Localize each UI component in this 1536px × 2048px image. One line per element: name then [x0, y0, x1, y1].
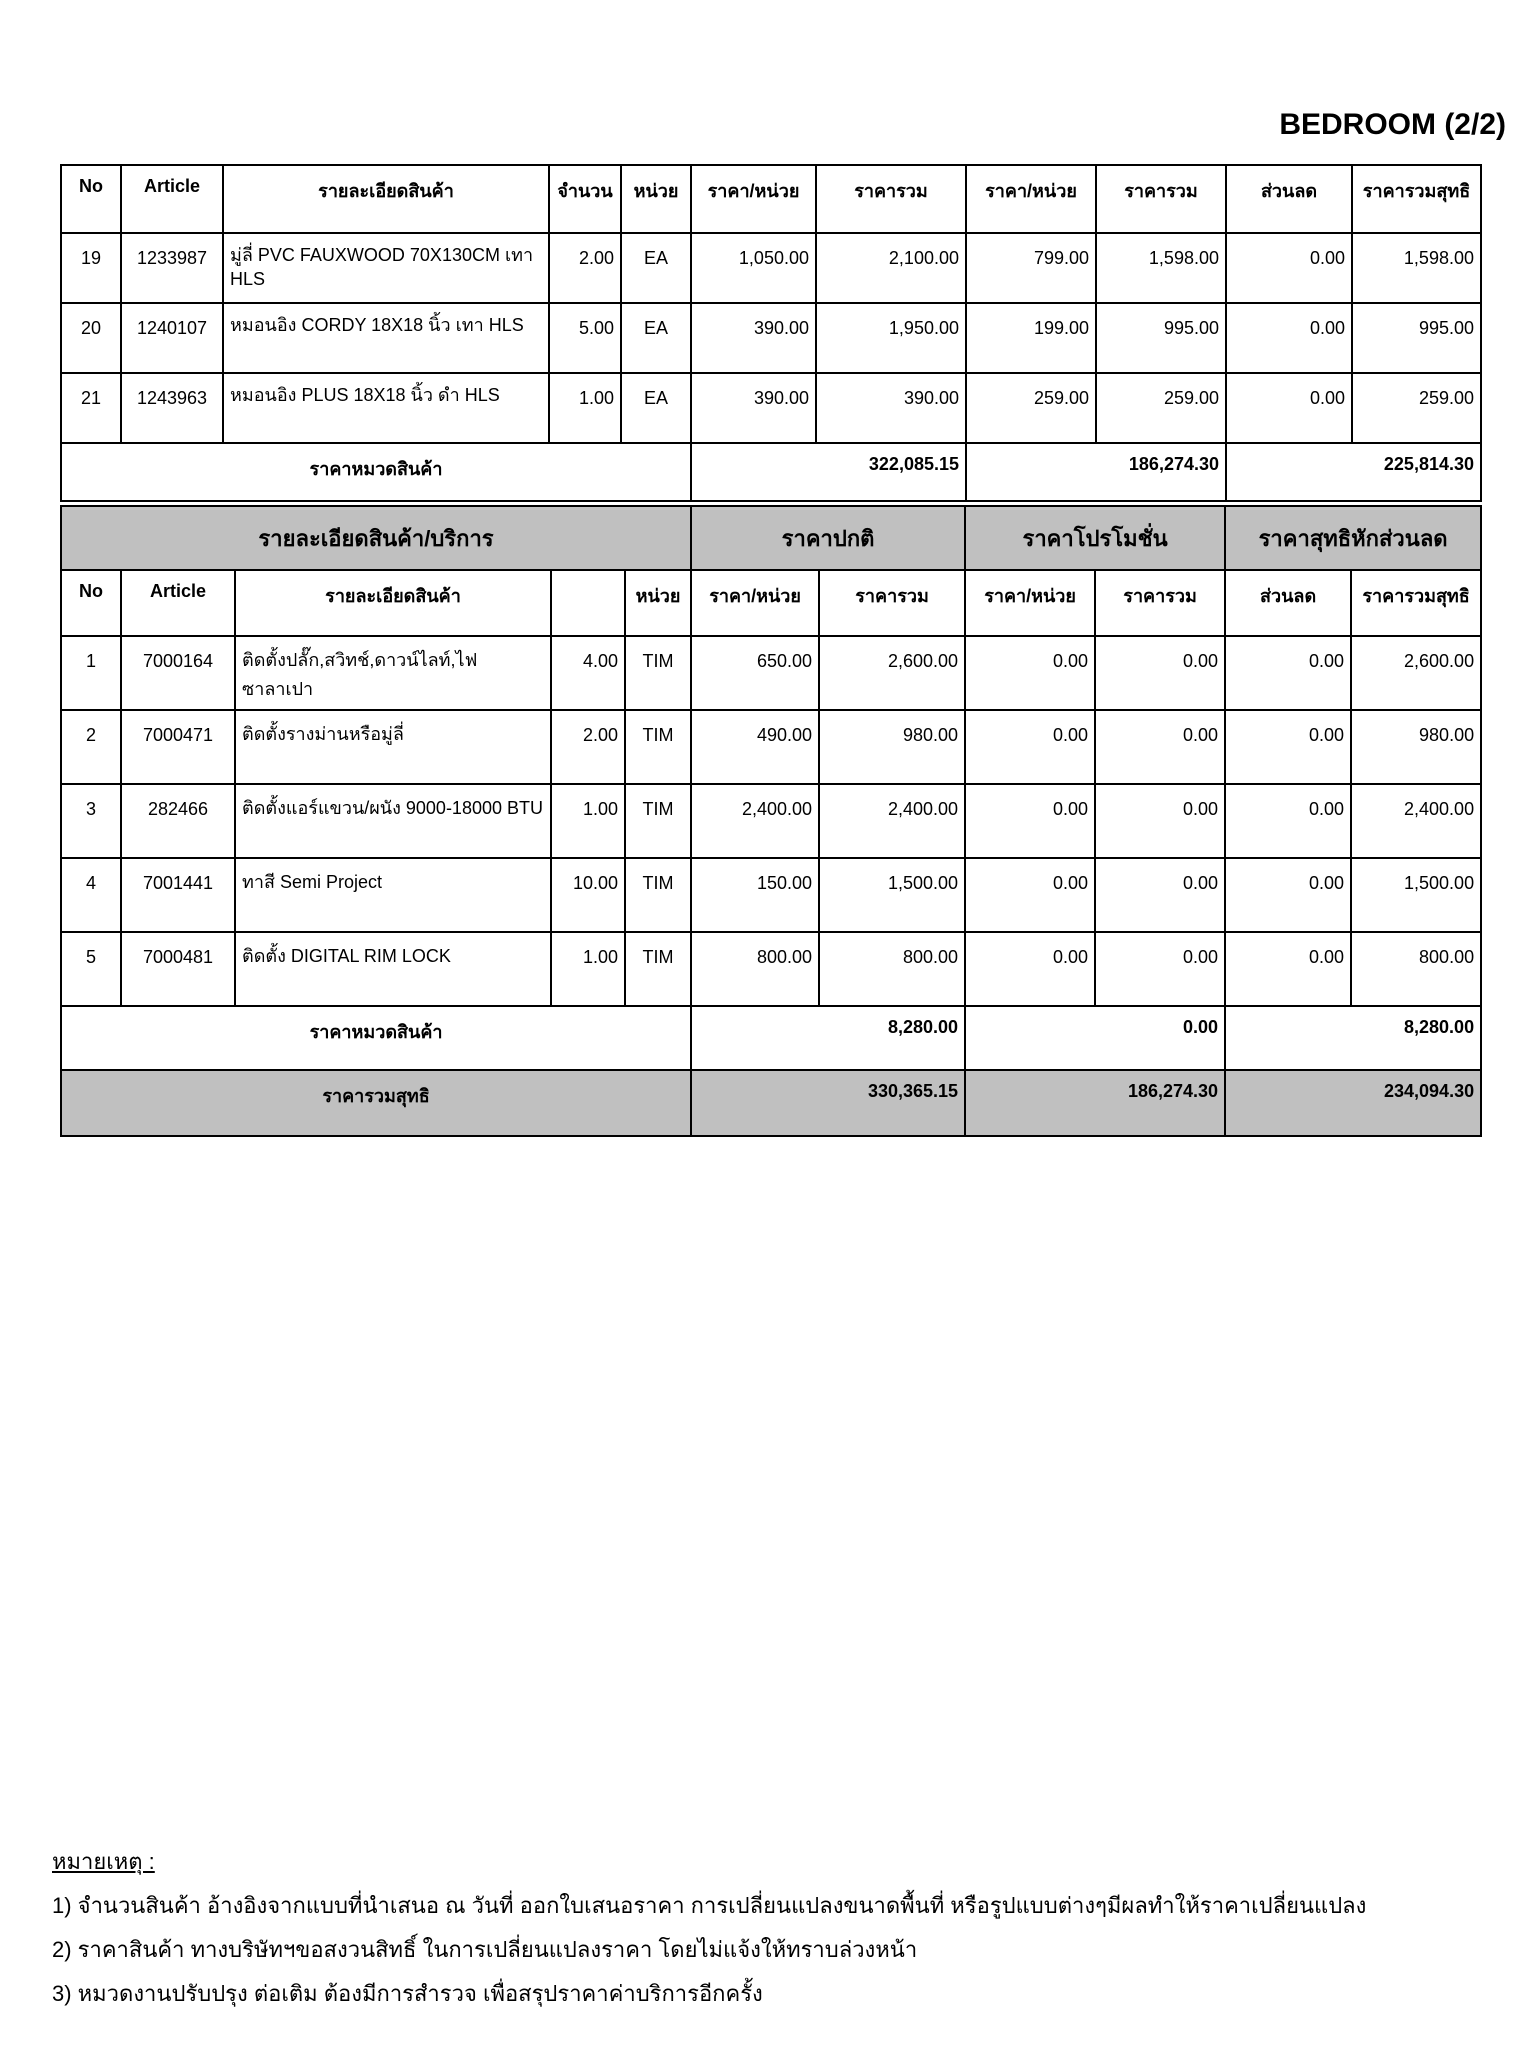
subtotal-row [61, 443, 1481, 501]
cell-promo-unit: 199.00 [966, 303, 1096, 373]
cell-unit: EA [621, 303, 691, 373]
cell-unit-price: 390.00 [691, 373, 816, 443]
header-cell: Article [121, 165, 223, 233]
cell-article: 1243963 [121, 373, 223, 443]
cell-qty: 4.00 [551, 636, 625, 710]
cell-discount: 0.00 [1225, 932, 1351, 1006]
cell-unit: EA [621, 233, 691, 303]
cell-discount: 0.00 [1225, 784, 1351, 858]
cell-qty: 1.00 [551, 784, 625, 858]
cell-promo-unit: 0.00 [965, 784, 1095, 858]
subtotal-row [61, 1006, 1481, 1070]
cell-unit: TIM [625, 710, 691, 784]
cell-no: 5 [61, 932, 121, 1006]
cell-unit: TIM [625, 932, 691, 1006]
header-cell: หน่วย [625, 570, 691, 636]
notes [52, 1840, 1366, 2016]
cell-promo-total: 995.00 [1096, 303, 1226, 373]
products-table [60, 164, 1482, 502]
cell-net: 2,600.00 [1351, 636, 1481, 710]
subtotal-label: ราคาหมวดสินค้า [61, 1006, 691, 1070]
cell-total: 1,950.00 [816, 303, 966, 373]
cell-total: 800.00 [819, 932, 965, 1006]
cell-net: 1,598.00 [1352, 233, 1481, 303]
section-normal: ราคาปกติ [691, 506, 965, 570]
cell-desc: ติดตั้งแอร์แขวน/ผนัง 9000-18000 BTU [235, 784, 551, 858]
cell-promo-total: 1,598.00 [1096, 233, 1226, 303]
cell-article: 7000471 [121, 710, 235, 784]
cell-no: 3 [61, 784, 121, 858]
cell-total: 390.00 [816, 373, 966, 443]
note-item: 2) ราคาสินค้า ทางบริษัทฯขอสงวนสิทธิ์ ในการเปลี่ยนแปลงราคา โดยไม่แจ้งให้ทราบล่วงหน้า [52, 1937, 918, 1962]
cell-desc: หมอนอิง CORDY 18X18 นิ้ว เทา HLS [223, 303, 549, 373]
table-header [61, 165, 1481, 233]
header-cell: ราคา/หน่วย [691, 570, 819, 636]
cell-desc: ติดตั้ง DIGITAL RIM LOCK [235, 932, 551, 1006]
table-row [61, 303, 1481, 373]
cell-article: 7000164 [121, 636, 235, 710]
subtotal-normal: 8,280.00 [691, 1006, 965, 1070]
cell-total: 2,100.00 [816, 233, 966, 303]
grand-total-row [61, 1070, 1481, 1136]
table-row [61, 373, 1481, 443]
table-header [61, 570, 1481, 636]
section-header [61, 506, 1481, 570]
subtotal-net: 225,814.30 [1226, 443, 1481, 501]
cell-total: 2,400.00 [819, 784, 965, 858]
cell-discount: 0.00 [1225, 710, 1351, 784]
cell-no: 19 [61, 233, 121, 303]
header-cell: ราคา/หน่วย [691, 165, 816, 233]
cell-promo-unit: 0.00 [965, 710, 1095, 784]
cell-unit: TIM [625, 858, 691, 932]
header-cell: ราคารวมสุทธิ [1352, 165, 1481, 233]
cell-qty: 2.00 [549, 233, 621, 303]
header-cell: ราคา/หน่วย [966, 165, 1096, 233]
cell-unit-price: 2,400.00 [691, 784, 819, 858]
cell-qty: 1.00 [549, 373, 621, 443]
cell-promo-total: 0.00 [1095, 784, 1225, 858]
cell-promo-total: 0.00 [1095, 710, 1225, 784]
cell-desc: มู่ลี่ PVC FAUXWOOD 70X130CM เทา HLS [223, 233, 549, 303]
subtotal-normal: 322,085.15 [691, 443, 966, 501]
cell-promo-unit: 799.00 [966, 233, 1096, 303]
header-cell: ส่วนลด [1225, 570, 1351, 636]
header-cell: Article [121, 570, 235, 636]
cell-article: 7001441 [121, 858, 235, 932]
cell-unit: EA [621, 373, 691, 443]
subtotal-net: 8,280.00 [1225, 1006, 1481, 1070]
cell-promo-total: 0.00 [1095, 636, 1225, 710]
table-row [61, 858, 1481, 932]
cell-discount: 0.00 [1226, 373, 1352, 443]
page-title: BEDROOM (2/2) [1279, 108, 1506, 141]
cell-promo-unit: 0.00 [965, 932, 1095, 1006]
subtotal-label: ราคาหมวดสินค้า [61, 443, 691, 501]
cell-net: 2,400.00 [1351, 784, 1481, 858]
header-cell: รายละเอียดสินค้า [223, 165, 549, 233]
note-item: 3) หมวดงานปรับปรุง ต่อเติม ต้องมีการสำรวจ เพื่อสรุปราคาค่าบริการอีกครั้ง [52, 1981, 763, 2006]
cell-unit-price: 150.00 [691, 858, 819, 932]
cell-discount: 0.00 [1226, 303, 1352, 373]
header-cell: ราคา/หน่วย [965, 570, 1095, 636]
notes-title: หมายเหตุ : [52, 1849, 155, 1874]
table-row [61, 710, 1481, 784]
cell-total: 980.00 [819, 710, 965, 784]
cell-unit: TIM [625, 784, 691, 858]
grand-total-net: 234,094.30 [1225, 1070, 1481, 1136]
cell-desc: ติดตั้งปลั๊ก,สวิทช์,ดาวน์ไลท์,ไฟซาลาเปา [235, 636, 551, 710]
cell-net: 980.00 [1351, 710, 1481, 784]
cell-no: 1 [61, 636, 121, 710]
cell-unit-price: 650.00 [691, 636, 819, 710]
cell-unit: TIM [625, 636, 691, 710]
grand-total-promo: 186,274.30 [965, 1070, 1225, 1136]
cell-article: 1233987 [121, 233, 223, 303]
section-promo: ราคาโปรโมชั่น [965, 506, 1225, 570]
section-net: ราคาสุทธิหักส่วนลด [1225, 506, 1481, 570]
header-cell: ราคารวม [816, 165, 966, 233]
subtotal-promo: 186,274.30 [966, 443, 1226, 501]
header-cell: จำนวน [549, 165, 621, 233]
cell-discount: 0.00 [1225, 636, 1351, 710]
cell-net: 995.00 [1352, 303, 1481, 373]
header-cell: No [61, 165, 121, 233]
header-cell: ราคารวมสุทธิ [1351, 570, 1481, 636]
cell-no: 21 [61, 373, 121, 443]
cell-qty: 2.00 [551, 710, 625, 784]
header-cell [551, 570, 625, 636]
table-row [61, 784, 1481, 858]
cell-net: 259.00 [1352, 373, 1481, 443]
cell-qty: 1.00 [551, 932, 625, 1006]
cell-discount: 0.00 [1226, 233, 1352, 303]
cell-promo-unit: 259.00 [966, 373, 1096, 443]
cell-promo-unit: 0.00 [965, 858, 1095, 932]
cell-unit-price: 800.00 [691, 932, 819, 1006]
cell-unit-price: 490.00 [691, 710, 819, 784]
cell-total: 1,500.00 [819, 858, 965, 932]
table-row [61, 932, 1481, 1006]
header-cell: ราคารวม [1095, 570, 1225, 636]
header-cell: ราคารวม [1096, 165, 1226, 233]
note-item: 1) จำนวนสินค้า อ้างอิงจากแบบที่นำเสนอ ณ วันที่ ออกใบเสนอราคา การเปลี่ยนแปลงขนาดพื้นที่ หรือรูปแบบต่างๆมีผลทำให้ราคาเปลี่ยนแปลง [52, 1893, 1367, 1918]
header-cell: หน่วย [621, 165, 691, 233]
cell-qty: 10.00 [551, 858, 625, 932]
cell-article: 282466 [121, 784, 235, 858]
cell-no: 20 [61, 303, 121, 373]
cell-desc: ติดตั้งรางม่านหรือมู่ลี่ [235, 710, 551, 784]
table-row [61, 233, 1481, 303]
cell-qty: 5.00 [549, 303, 621, 373]
cell-unit-price: 390.00 [691, 303, 816, 373]
grand-total-normal: 330,365.15 [691, 1070, 965, 1136]
header-cell: รายละเอียดสินค้า [235, 570, 551, 636]
section-desc: รายละเอียดสินค้า/บริการ [61, 506, 691, 570]
cell-unit-price: 1,050.00 [691, 233, 816, 303]
header-cell: No [61, 570, 121, 636]
subtotal-promo: 0.00 [965, 1006, 1225, 1070]
header-cell: ส่วนลด [1226, 165, 1352, 233]
cell-no: 4 [61, 858, 121, 932]
cell-no: 2 [61, 710, 121, 784]
cell-net: 1,500.00 [1351, 858, 1481, 932]
grand-total-label: ราคารวมสุทธิ [61, 1070, 691, 1136]
cell-promo-unit: 0.00 [965, 636, 1095, 710]
table-row [61, 636, 1481, 710]
cell-article: 7000481 [121, 932, 235, 1006]
cell-desc: ทาสี Semi Project [235, 858, 551, 932]
header-cell: ราคารวม [819, 570, 965, 636]
cell-discount: 0.00 [1225, 858, 1351, 932]
cell-promo-total: 259.00 [1096, 373, 1226, 443]
cell-total: 2,600.00 [819, 636, 965, 710]
cell-promo-total: 0.00 [1095, 932, 1225, 1006]
cell-net: 800.00 [1351, 932, 1481, 1006]
cell-article: 1240107 [121, 303, 223, 373]
cell-desc: หมอนอิง PLUS 18X18 นิ้ว ดำ HLS [223, 373, 549, 443]
services-table [60, 505, 1482, 1137]
cell-promo-total: 0.00 [1095, 858, 1225, 932]
